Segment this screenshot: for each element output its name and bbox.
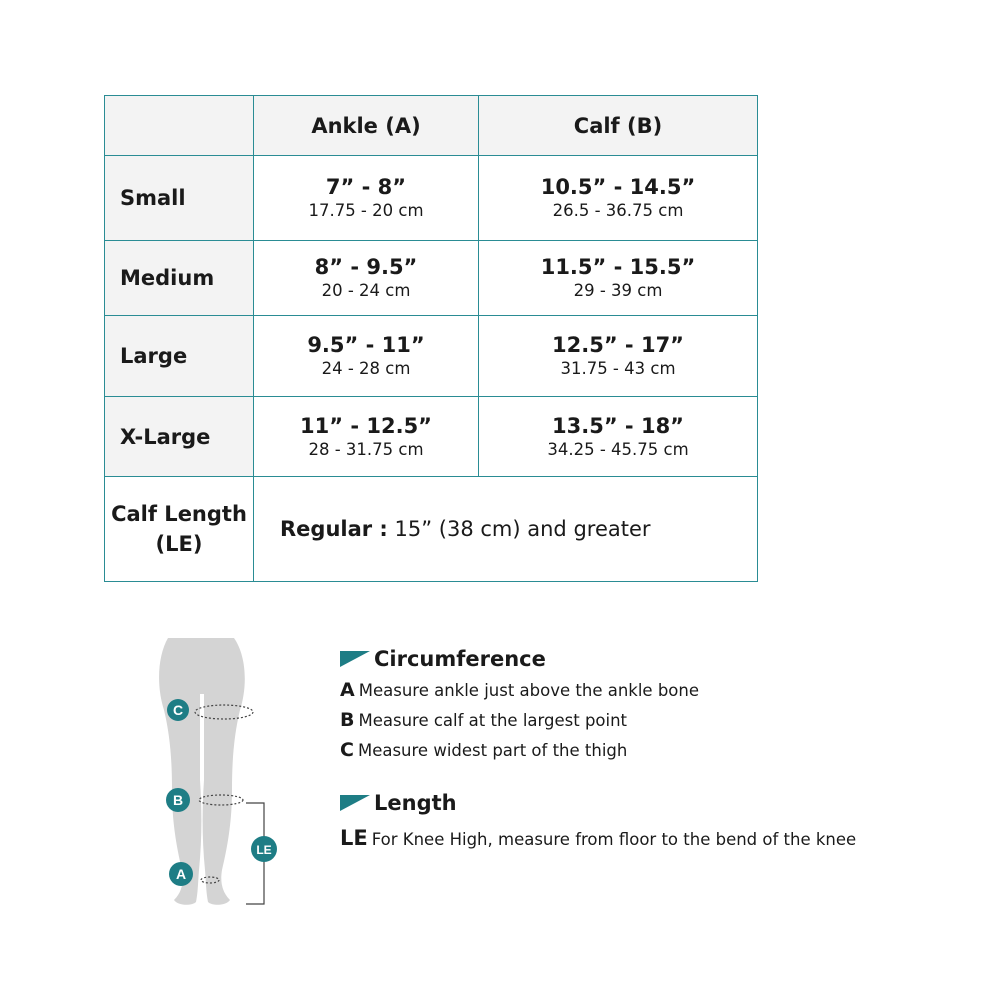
flag-icon [340, 651, 370, 667]
ankle-inches: 7” - 8” [325, 174, 407, 199]
ankle-cm: 17.75 - 20 cm [308, 200, 424, 220]
circumference-heading [340, 645, 980, 673]
marker-a-label: A [175, 866, 187, 882]
item-text: Measure ankle just above the ankle bone [358, 681, 699, 700]
item-text: Measure calf at the largest point [358, 711, 628, 730]
calf-inches: 13.5” - 18” [552, 413, 684, 438]
size-label: Large [105, 316, 254, 397]
table-row [105, 240, 758, 316]
list-item [340, 823, 980, 853]
ankle-cm: 24 - 28 cm [321, 359, 411, 379]
item-letter: B [340, 709, 355, 731]
ankle-cm: 20 - 24 cm [321, 281, 411, 301]
calf-cell [479, 316, 758, 397]
ankle-cm: 28 - 31.75 cm [308, 439, 424, 459]
circumference-title: Circumference [374, 647, 546, 671]
header-ankle: Ankle (A) [254, 96, 479, 156]
calf-length-regular-label: Regular : [280, 516, 388, 541]
item-letter: C [340, 739, 354, 761]
table-row [105, 316, 758, 397]
length-heading [340, 789, 980, 817]
calf-inches: 12.5” - 17” [552, 333, 684, 358]
calf-cell [479, 397, 758, 477]
calf-cm: 31.75 - 43 cm [560, 359, 676, 379]
ankle-cell [254, 316, 479, 397]
size-label: Small [105, 156, 254, 241]
calf-inches: 11.5” - 15.5” [540, 255, 696, 280]
ankle-inches: 11” - 12.5” [300, 413, 432, 438]
legs-silhouette [159, 638, 245, 905]
list-item [340, 705, 980, 735]
calf-length-row [105, 476, 758, 581]
list-item [340, 675, 980, 705]
table-row [105, 397, 758, 477]
measurement-legend [340, 645, 980, 853]
calf-cell [479, 156, 758, 241]
length-list [340, 823, 980, 853]
header-calf: Calf (B) [479, 96, 758, 156]
corner-cell [105, 96, 254, 156]
marker-le-label: LE [256, 843, 272, 857]
calf-length-label-line1: Calf Length [111, 501, 247, 526]
size-label: X-Large [105, 397, 254, 477]
ankle-cell [254, 156, 479, 241]
item-letter: LE [340, 826, 368, 850]
calf-cm: 29 - 39 cm [573, 281, 663, 301]
length-title: Length [374, 791, 457, 815]
calf-length-label-line2: (LE) [155, 531, 203, 556]
calf-cm: 26.5 - 36.75 cm [552, 200, 684, 220]
flag-icon [340, 795, 370, 811]
ankle-inches: 8” - 9.5” [314, 255, 418, 280]
calf-length-value [254, 476, 758, 581]
calf-inches: 10.5” - 14.5” [540, 174, 696, 199]
calf-cell [479, 240, 758, 316]
marker-c-label: C [172, 702, 184, 718]
calf-length-label [105, 476, 254, 581]
ankle-cell [254, 240, 479, 316]
ankle-inches: 9.5” - 11” [307, 333, 425, 358]
leg-diagram [150, 630, 290, 920]
item-text: Measure widest part of the thigh [357, 741, 628, 760]
calf-length-regular-value: 15” (38 cm) and greater [387, 516, 651, 541]
circumference-list [340, 675, 980, 765]
size-label: Medium [105, 240, 254, 316]
marker-b-label: B [172, 792, 184, 808]
size-chart-table [104, 95, 758, 582]
table-row [105, 156, 758, 241]
list-item [340, 735, 980, 765]
item-text: For Knee High, measure from floor to the bend of the knee [371, 830, 857, 849]
calf-cm: 34.25 - 45.75 cm [547, 439, 689, 459]
ankle-cell [254, 397, 479, 477]
item-letter: A [340, 679, 355, 701]
